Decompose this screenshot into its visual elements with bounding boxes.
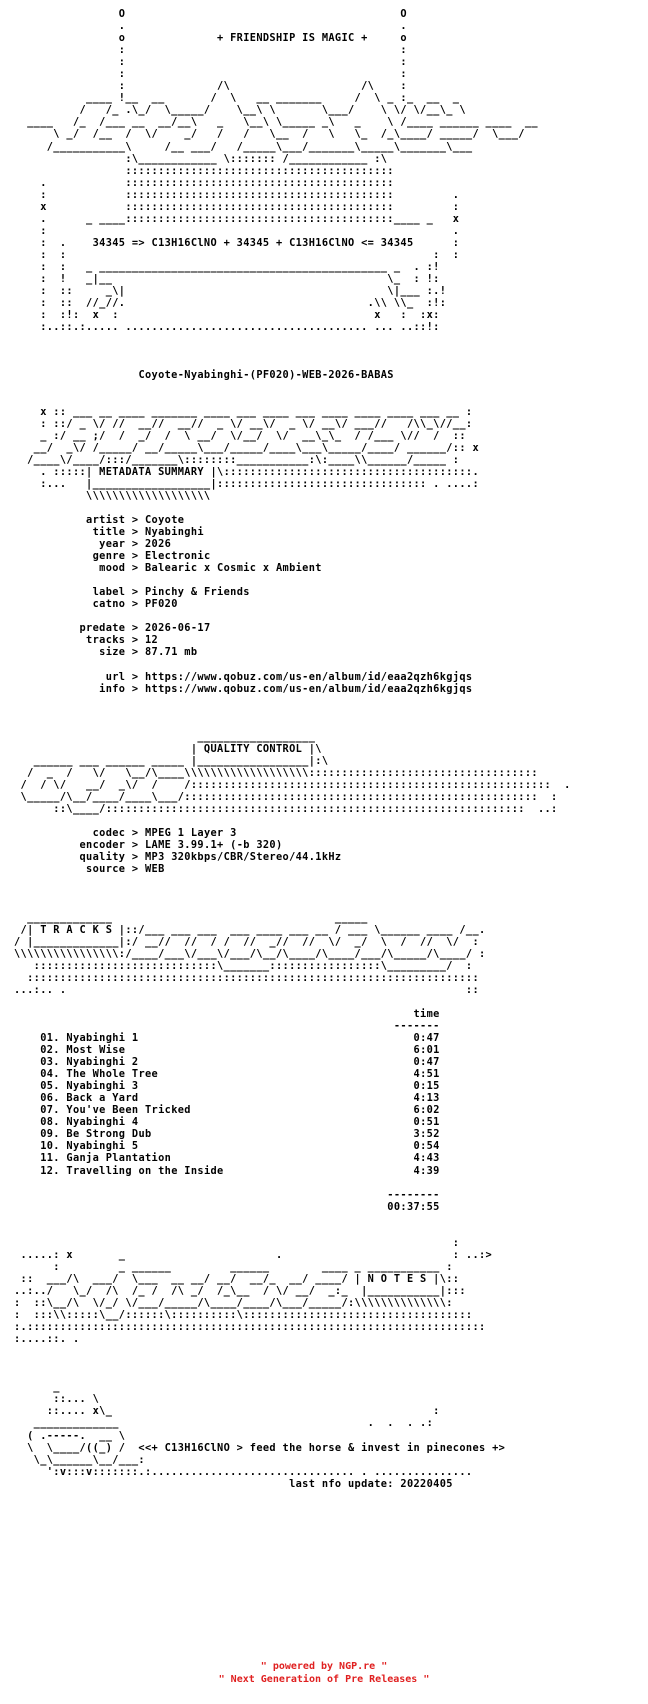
ngp-tagline-link[interactable]: " Next Generation of Pre Releases " bbox=[218, 1674, 430, 1685]
track-number: 12. bbox=[14, 1164, 60, 1177]
quality-value: WEB bbox=[145, 863, 165, 876]
track-title: Most Wise bbox=[59, 1044, 126, 1057]
metadata-value: https://www.qobuz.com/us-en/album/id/eaa2qzh6kgjqs bbox=[145, 670, 473, 683]
metadata-list bbox=[14, 514, 472, 695]
metadata-row: year > 2026 bbox=[14, 538, 172, 551]
track-time: 4:51 bbox=[413, 1068, 440, 1081]
track-time: 4:43 bbox=[413, 1152, 440, 1165]
track-number: 09. bbox=[14, 1128, 60, 1141]
metadata-value: PF020 bbox=[145, 598, 178, 611]
metadata-value: 12 bbox=[145, 634, 159, 647]
track-row bbox=[14, 1165, 440, 1177]
track-number: 07. bbox=[14, 1104, 60, 1117]
track-row bbox=[14, 1044, 440, 1056]
track-time: 6:01 bbox=[413, 1044, 440, 1057]
track-time: 0:51 bbox=[413, 1116, 440, 1129]
track-title: Back a Yard bbox=[59, 1092, 139, 1105]
track-row bbox=[14, 1068, 440, 1080]
track-time: 3:52 bbox=[413, 1128, 440, 1141]
metadata-key: size bbox=[14, 646, 126, 659]
quality-section-header-art: __________________ | QUALITY CONTROL |\ ______ ___ ______ _____ |_________________|:\ / _ / \/ \__/\____\\\\\\\\\\\\\\\\\\\::::::::::::::::::::::::::::::::::: / / \/ __/ _\/ / /::::::::::::::::::::::::::::::::::::::::::::::::::::::: . \_____/\__/____/____\___/:::::::::::::::::::::::::::::::::::::::::::::::::::::: : ::\____/:::::::::::::::::::::::::::::::::::::::::::::::::::::::::::::::: ..: bbox=[20, 730, 571, 816]
metadata-key: label bbox=[14, 586, 126, 599]
track-number: 06. bbox=[14, 1092, 60, 1105]
track-time: 0:47 bbox=[413, 1031, 440, 1044]
quality-row: source > WEB bbox=[14, 863, 165, 876]
metadata-row: artist > Coyote bbox=[14, 513, 185, 526]
nfo-document bbox=[0, 8, 648, 1490]
metadata-key: url bbox=[14, 670, 126, 683]
metadata-row: label > Pinchy & Friends bbox=[14, 586, 250, 599]
track-row bbox=[14, 1128, 440, 1140]
quality-key: quality bbox=[14, 851, 126, 864]
quality-row: codec > MPEG 1 Layer 3 bbox=[14, 827, 237, 840]
track-title: Nyabinghi 4 bbox=[59, 1116, 139, 1129]
metadata-row: title > Nyabinghi bbox=[14, 526, 204, 539]
metadata-key: tracks bbox=[14, 634, 126, 647]
track-row bbox=[14, 1140, 440, 1152]
tracks-column-header: time bbox=[14, 1007, 440, 1020]
metadata-row: size > 87.71 mb bbox=[14, 646, 198, 659]
metadata-row: genre > Electronic bbox=[14, 550, 211, 563]
track-title: Travelling on the Inside bbox=[59, 1164, 224, 1177]
track-title: Nyabinghi 5 bbox=[59, 1140, 139, 1153]
metadata-key: title bbox=[14, 526, 126, 539]
metadata-key: catno bbox=[14, 598, 126, 611]
metadata-value: 2026-06-17 bbox=[145, 622, 211, 635]
track-row bbox=[14, 1152, 440, 1164]
release-name: Coyote-Nyabinghi-(PF020)-WEB-2026-BABAS bbox=[138, 369, 394, 382]
metadata-key: genre bbox=[14, 550, 126, 563]
track-time: 0:54 bbox=[413, 1140, 440, 1153]
notes-section-header-art: : .....: x _ . : ..:> : _ ______ ______ ____ _ ___________ : :: ___/\ ___/ \___ __ __/ __/ __/_ __/ ____/ | N O T E S |\:: ..:../ \_/ /\ /_ / /\ _/ /_\__ / \/ __/ _:_ |___________|::: : ::\__/\ \/_/ \/___/_____/\____/____/\___/_____/:\\\\\\\\\\\\\\: : :::\\:::::\__/::::::\::::::::::\::::::::::::::::::::::::::::::::::: :.:::::::::::::::::::::::::::::::::::::::::::::::::::::::::::::::::::::: :....::. . bbox=[14, 1236, 493, 1346]
metadata-row: tracks > 12 bbox=[14, 634, 159, 647]
powered-by-link[interactable]: " powered by NGP.re " bbox=[260, 1661, 388, 1672]
metadata-row: catno > PF020 bbox=[14, 598, 178, 611]
track-row bbox=[14, 1056, 440, 1068]
track-time: 4:13 bbox=[413, 1092, 440, 1105]
track-row bbox=[14, 1080, 440, 1092]
metadata-row: info > https://www.qobuz.com/us-en/album/id/eaa2qzh6kgjqs bbox=[14, 682, 473, 695]
quality-value: MP3 320kbps/CBR/Stereo/44.1kHz bbox=[145, 851, 342, 864]
metadata-row: predate > 2026-06-17 bbox=[14, 622, 211, 635]
tracks-section-header-art: _____________ _____ /| T R A C K S |::/___ ___ ___ ___ ____ ___ __ / ___ \______ ____ /__. / |_____________|:/ __// // / / // _// // \/ _/ \ / // \/ : \\\\\\\\\\\\\\\\:/____/___\/___\/___/\__/\____/\____/___/\_____/\____/ : ::::::::::::::::::::::::::::\_______:::::::::::::::::\_________/ : ::::::::::::::::::::::::::::::::::::::::::::::::::::::::::::::::::::: ...:.. . :: bbox=[14, 911, 486, 996]
metadata-key: predate bbox=[14, 622, 126, 635]
track-row bbox=[14, 1092, 440, 1104]
metadata-value: Pinchy & Friends bbox=[145, 586, 250, 599]
track-number: 02. bbox=[14, 1044, 60, 1057]
metadata-value: Coyote bbox=[145, 513, 185, 526]
track-title: Nyabinghi 1 bbox=[59, 1031, 139, 1044]
metadata-value: Nyabinghi bbox=[145, 526, 204, 539]
metadata-key: year bbox=[14, 538, 126, 551]
track-row bbox=[14, 1104, 440, 1116]
track-title: Nyabinghi 3 bbox=[59, 1080, 139, 1093]
metadata-section-header-art: x :: ___ __ ____ _______ ____ ___ ____ ___ ____ ____ ____ ___ __ : : ::/ _ \/ // __// __// _ \/ __\/ _ \/ __\/ ___// /\\_\//__: _ :/ __ ;/ / _/ / \ __/ \/__/ \/ __\_\_ / /___ \// / :: __/ _\/ /_____/ __/_____\___/_____/____\___\_____/____/ ______/:: x /____\/____/:::/_______\::::::::___________:\:____\\______/_____ : . :::::| METADATA SUMMARY |\::::::::::::::::::::::::::::::::::::::. :... |__________________|:::::::::::::::::::::::::::::::: . ....: \\\\\\\\\\\\\\\\\\\ bbox=[27, 405, 479, 502]
metadata-key: artist bbox=[14, 513, 126, 526]
tracks-column-rule: ------- bbox=[14, 1019, 440, 1032]
nfo-banner-art: O O . . o + FRIENDSHIP IS MAGIC + o : : : : : : : /\ /\ : ____ !__ __ / \ __ _______ / \ _ :_ __ _ / /_ .\_/ \_____/ \__\ \ \___/ \ \/ \/__\_ \ ____ /_ /___ __ __/__\ _ \__\ \_____ _\ _ \ /____ ______ ____ __ \ _/ /__ / \/ _/ / / \__ / \ \_ /_\____/ _____/ \___/ /___________\ /__ ___/ /_____\___/_______\_____\_______\___ :\____________ \::::::: /____________ :\ ::::::::::::::::::::::::::::::::::::::::: . ::::::::::::::::::::::::::::::::::::::::: : ::::::::::::::::::::::::::::::::::::::::: . x ::::::::::::::::::::::::::::::::::::::::: : . _ ____:::::::::::::::::::::::::::::::::::::::::____ _ x : . : . 34345 => C13H16ClNO + 34345 + C13H16ClNO <= 34345 : : : : : : : _ ____________________________________________ _ . :! : ! _|__ \_ : !: : :: _\| \|___ :.! : :: //_//. .\\ \\_ :!: : :!: x : x : :x: :..::.:..... ..................................... ... ..::!: bbox=[27, 8, 538, 334]
track-row bbox=[14, 1116, 440, 1128]
metadata-value: 2026 bbox=[145, 538, 172, 551]
track-title: The Whole Tree bbox=[59, 1068, 159, 1081]
track-row bbox=[14, 1032, 440, 1044]
metadata-row: url > https://www.qobuz.com/us-en/album/id/eaa2qzh6kgjqs bbox=[14, 670, 473, 683]
metadata-row: mood > Balearic x Cosmic x Ambient bbox=[14, 562, 322, 575]
track-number: 10. bbox=[14, 1140, 60, 1153]
track-title: Ganja Plantation bbox=[59, 1152, 172, 1165]
footer bbox=[0, 1660, 648, 1686]
metadata-key: mood bbox=[14, 562, 126, 575]
track-time: 0:15 bbox=[413, 1080, 440, 1093]
track-number: 03. bbox=[14, 1056, 60, 1069]
track-title: Be Strong Dub bbox=[59, 1128, 152, 1141]
track-title: You've Been Tricked bbox=[59, 1104, 191, 1117]
track-time: 4:39 bbox=[413, 1164, 440, 1177]
track-time: 0:47 bbox=[413, 1056, 440, 1069]
track-number: 05. bbox=[14, 1080, 60, 1093]
track-number: 08. bbox=[14, 1116, 60, 1129]
quality-key: source bbox=[14, 863, 126, 876]
metadata-value: 87.71 mb bbox=[145, 646, 198, 659]
track-number: 04. bbox=[14, 1068, 60, 1081]
quality-value: LAME 3.99.1+ (-b 320) bbox=[145, 839, 283, 852]
metadata-value: Balearic x Cosmic x Ambient bbox=[145, 562, 322, 575]
track-number: 11. bbox=[14, 1152, 60, 1165]
track-number: 01. bbox=[14, 1031, 60, 1044]
quality-key: codec bbox=[14, 827, 126, 840]
quality-row: encoder > LAME 3.99.1+ (-b 320) bbox=[14, 839, 283, 852]
track-title: Nyabinghi 2 bbox=[59, 1056, 139, 1069]
track-time: 6:02 bbox=[413, 1104, 440, 1117]
quality-list bbox=[14, 827, 341, 875]
outro-art: _ ::... \ ::.... x\_ : _____________ . . . .: ( .-----. __ \ \ \____/((_) / <<+ C13H16ClNO > feed the horse & invest in pinecones +> \_\______\__/___: ':v:::v:::::::.:............................... . ............... last nfo update: 20220405 bbox=[27, 1381, 506, 1490]
tracks-total-rule: -------- bbox=[14, 1188, 440, 1201]
quality-value: MPEG 1 Layer 3 bbox=[145, 827, 237, 840]
quality-key: encoder bbox=[14, 839, 126, 852]
metadata-value: Electronic bbox=[145, 550, 211, 563]
quality-row: quality > MP3 320kbps/CBR/Stereo/44.1kHz bbox=[14, 851, 342, 864]
tracks-total-time: 00:37:55 bbox=[14, 1200, 440, 1213]
metadata-value: https://www.qobuz.com/us-en/album/id/eaa2qzh6kgjqs bbox=[145, 682, 473, 695]
track-list bbox=[14, 1032, 440, 1177]
metadata-key: info bbox=[14, 682, 126, 695]
